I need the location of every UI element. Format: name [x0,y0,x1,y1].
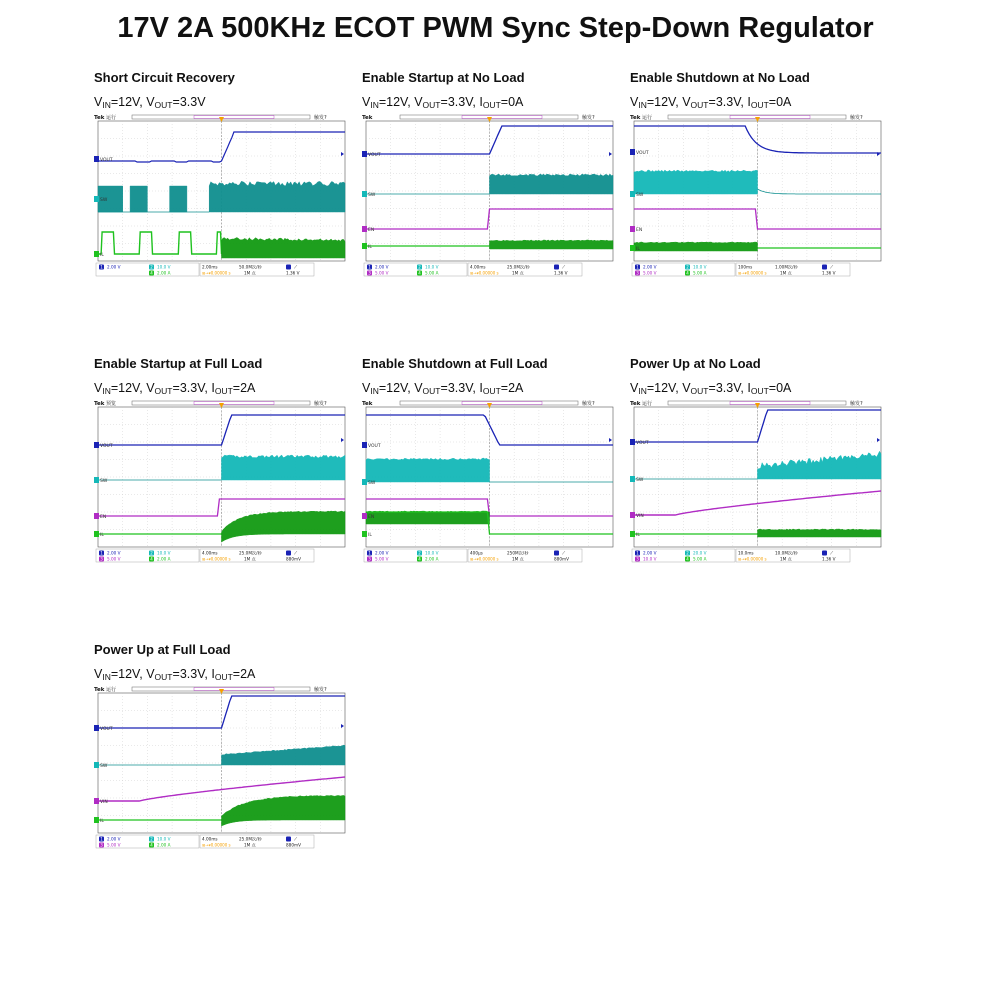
readout-ch4-scale: 5.00 A [693,556,707,562]
readout-trig-chip [286,551,291,556]
acquisition-state: 运行 [642,115,653,121]
ch3-label: EN [636,228,643,233]
readout-ch3-scale: 5.00 V [107,556,121,562]
readout-trigger-level: 1.36 V [822,556,836,562]
readout-ch3-num: 3 [636,556,639,562]
readout-ch4-num: 4 [686,556,689,562]
readout-trigger-level: 880mV [554,556,569,562]
ch3-marker [630,226,635,232]
panel-power-up-full-load [94,642,356,872]
readout-ch2-scale: 10.0 V [693,264,707,270]
acquisition-state: 运行 [642,401,653,407]
readout-ch4-scale: 5.00 A [425,270,439,276]
oscilloscope-capture [362,114,624,290]
readout-ch3-num: 3 [368,270,371,276]
readout-ch2-num: 2 [418,550,421,556]
readout-ch1-scale: 2.00 V [375,550,389,556]
readout-ch3-scale: 5.00 V [643,270,657,276]
acquisition-state: 运行 [106,687,117,693]
readout-ch4-num: 4 [150,270,153,276]
readout-position: ⊞→▾0.00000 s [202,270,231,276]
panel-title: Power Up at No Load [630,356,761,371]
readout-ch2-scale: 10.0 V [157,550,171,556]
readout-ch2-scale: 10.0 V [157,264,171,270]
scope-header [362,114,595,121]
readout-ch2-scale: 20.0 V [693,550,707,556]
trigger-state: 触发? [850,401,863,407]
readout-ch3-scale: 5.00 V [375,556,389,562]
ch1-label: VOUT [100,727,113,732]
trace-sw-burst [366,458,490,482]
readout-ch4-scale: 2.00 A [157,556,171,562]
readout-timebase: 4.00ms [470,264,486,270]
trigger-state: 触发? [850,115,863,121]
ch1-marker [362,151,367,157]
trace-sw-burst [170,186,187,212]
readout-ch4-num: 4 [418,556,421,562]
readout-ch2-num: 2 [686,264,689,270]
scope-screen [630,400,884,576]
readout-trigger-level: 880mV [286,842,301,848]
trace-sw-burst [634,170,758,194]
scope-readout [632,263,850,277]
ch4-marker [94,251,99,257]
trace-il-band [366,511,490,524]
readout-timebase: 4.00ms [202,836,218,842]
scope-header [362,400,595,407]
tek-logo: Tek [94,687,105,693]
ch1-marker [630,439,635,445]
readout-trigger-level: 1.36 V [822,270,836,276]
panel-conditions: $V_{IN}=12V$, $V_{OUT}=3.3V$ [94,95,206,110]
readout-trigger-level: 1.36 V [554,270,568,276]
trace-il-band [758,529,882,537]
readout-ch4-scale: 2.00 A [157,270,171,276]
trigger-state: 触发? [314,687,327,693]
readout-sample-rate: 10.0M次/秒 [775,550,798,556]
readout-ch1-scale: 2.00 V [107,550,121,556]
readout-ch1-scale: 2.00 V [107,264,121,270]
scope-header [94,400,327,407]
scope-readout [632,549,850,563]
readout-ch3-num: 3 [100,842,103,848]
readout-sample-rate: 1.00M次/秒 [775,264,798,270]
readout-ch1-num: 1 [368,550,371,556]
trigger-state: 触发? [582,115,595,121]
ch3-marker [630,512,635,518]
readout-ch1-num: 1 [100,836,103,842]
readout-ch1-num: 1 [636,550,639,556]
readout-ch3-scale: 5.00 V [107,842,121,848]
ch3-marker [94,513,99,519]
readout-sample-rate: 25.0M次/秒 [507,264,530,270]
ch4-marker [630,245,635,251]
ch3-label: EN [368,515,375,520]
readout-ch4-num: 4 [150,556,153,562]
trigger-slope-icon: ⟋ [830,551,834,557]
readout-ch3-scale: 5.00 V [375,270,389,276]
readout-ch2-scale: 10.0 V [157,836,171,842]
page-title: 17V 2A 500KHz ECOT PWM Sync Step-Down Regulator [117,12,874,44]
panel-enable-startup-no-load [362,70,624,300]
ch4-label: IL [100,533,104,538]
ch4-label: IL [636,533,640,538]
ch1-marker [94,156,99,162]
readout-ch4-scale: 5.00 A [693,270,707,276]
readout-record-length: 1M 点 [244,270,256,276]
ch2-label: SW [100,198,108,203]
readout-position: ⊞→▾0.00000 s [470,270,499,276]
readout-ch1-num: 1 [368,264,371,270]
ch3-label: EN [100,515,107,520]
scope-screen [94,114,348,290]
readout-sample-rate: 250M次/秒 [507,550,529,556]
ch2-marker [630,191,635,197]
readout-ch1-num: 1 [100,550,103,556]
panel-conditions: $V_{IN}=12V$, $V_{OUT}=3.3V$, $I_{OUT}=0A$ [362,95,524,110]
panel-conditions: $V_{IN}=12V$, $V_{OUT}=3.3V$, $I_{OUT}=0A$ [630,381,792,396]
trigger-state: 触发? [314,401,327,407]
scope-screen [362,114,616,290]
readout-trig-chip [822,551,827,556]
ch2-label: SW [100,764,108,769]
ch2-marker [362,191,367,197]
ch3-marker [362,513,367,519]
scope-readout [364,549,582,563]
ch3-marker [94,798,99,804]
scope-header [630,400,863,407]
readout-ch4-scale: 2.00 A [425,556,439,562]
panel-enable-startup-full-load [94,356,356,586]
panel-power-up-no-load [630,356,892,586]
ch4-marker [362,531,367,537]
trace-il-band [634,242,758,251]
readout-ch1-num: 1 [100,264,103,270]
readout-ch2-num: 2 [418,264,421,270]
readout-ch3-num: 3 [636,270,639,276]
trigger-state: 触发? [314,115,327,121]
readout-trig-chip [822,265,827,270]
readout-ch2-num: 2 [686,550,689,556]
tek-logo: Tek [362,115,373,121]
panel-conditions: $V_{IN}=12V$, $V_{OUT}=3.3V$, $I_{OUT}=2A$ [94,381,256,396]
readout-trig-chip [554,265,559,270]
readout-timebase: 4.00ms [202,550,218,556]
ch4-marker [94,531,99,537]
ch1-label: VOUT [636,441,649,446]
readout-sample-rate: 50.0M次/秒 [239,264,262,270]
trigger-slope-icon: ⟋ [294,265,298,271]
readout-trigger-level: 1.36 V [286,270,300,276]
panel-enable-shutdown-full-load [362,356,624,586]
readout-ch1-scale: 2.00 V [375,264,389,270]
readout-ch4-num: 4 [418,270,421,276]
ch1-marker [94,442,99,448]
scope-readout [96,835,314,849]
oscilloscope-capture [630,400,892,576]
ch4-marker [94,817,99,823]
readout-position: ⊞→▾0.00000 s [202,842,231,848]
ch1-marker [630,149,635,155]
readout-record-length: 1M 点 [244,556,256,562]
tek-logo: Tek [94,401,105,407]
readout-ch2-scale: 10.0 V [425,550,439,556]
ch2-marker [362,479,367,485]
ch2-marker [630,476,635,482]
trace-sw-burst [130,186,147,212]
readout-position: ⊞→▾0.00000 s [202,556,231,562]
tek-logo: Tek [362,401,373,407]
trace-sw-burst [490,174,614,194]
readout-ch3-scale: 10.0 V [643,556,657,562]
ch1-marker [94,725,99,731]
ch2-label: SW [636,193,644,198]
ch2-marker [94,196,99,202]
oscilloscope-capture [362,400,624,576]
scope-readout [96,549,314,563]
tek-logo: Tek [630,115,641,121]
readout-ch1-scale: 2.00 V [643,264,657,270]
readout-trig-chip [286,837,291,842]
scope-screen [362,400,616,576]
readout-ch3-num: 3 [100,556,103,562]
ch2-marker [94,762,99,768]
trigger-slope-icon: ⟋ [562,551,566,557]
ch2-label: SW [368,481,376,486]
ch4-label: IL [368,533,372,538]
ch2-marker [94,477,99,483]
ch3-label: VIN [636,514,644,519]
readout-ch2-num: 2 [150,264,153,270]
scope-screen [94,686,348,862]
readout-ch2-scale: 10.0 V [425,264,439,270]
oscilloscope-capture [94,686,356,862]
panel-title: Enable Startup at No Load [362,70,525,85]
trigger-slope-icon: ⟋ [562,265,566,271]
scope-screen [94,400,348,576]
trigger-state: 触发? [582,401,595,407]
panel-title: Enable Startup at Full Load [94,356,263,371]
ch1-label: VOUT [368,153,381,158]
ch3-label: EN [368,228,375,233]
ch4-label: IL [100,253,104,258]
scope-header [94,686,327,693]
readout-timebase: 10.0ms [738,550,754,556]
readout-trig-chip [554,551,559,556]
trigger-slope-icon: ⟋ [294,837,298,843]
readout-ch1-scale: 2.00 V [107,836,121,842]
oscilloscope-capture [94,114,356,290]
panel-title: Enable Shutdown at Full Load [362,356,548,371]
readout-ch1-num: 1 [636,264,639,270]
trace-il-band [222,238,346,259]
panel-short-circuit-recovery [94,70,356,300]
scope-header [94,114,327,121]
panel-conditions: $V_{IN}=12V$, $V_{OUT}=3.3V$, $I_{OUT}=2A$ [362,381,524,396]
ch2-label: SW [636,478,644,483]
trigger-slope-icon: ⟋ [830,265,834,271]
ch3-label: VIN [100,800,108,805]
acquisition-state: 运行 [106,115,117,121]
readout-ch1-scale: 2.00 V [643,550,657,556]
ch2-label: SW [100,479,108,484]
readout-timebase: 400μs [470,550,483,556]
panel-enable-shutdown-no-load [630,70,892,300]
trace-il-band [490,240,614,249]
tek-logo: Tek [630,401,641,407]
readout-timebase: 100ms [738,264,753,270]
scope-header [630,114,863,121]
panel-conditions: $V_{IN}=12V$, $V_{OUT}=3.3V$, $I_{OUT}=2A$ [94,667,256,682]
ch3-marker [362,226,367,232]
readout-ch4-num: 4 [686,270,689,276]
trace-sw-burst [209,181,345,212]
ch4-marker [630,531,635,537]
trigger-slope-icon: ⟋ [294,551,298,557]
ch1-label: VOUT [100,444,113,449]
readout-trigger-level: 880mV [286,556,301,562]
readout-timebase: 2.00ms [202,264,218,270]
readout-sample-rate: 25.0M次/秒 [239,836,262,842]
readout-record-length: 1M 点 [512,270,524,276]
readout-record-length: 1M 点 [780,556,792,562]
readout-position: ⊞→▾0.00000 s [738,270,767,276]
readout-ch2-num: 2 [150,550,153,556]
readout-ch3-num: 3 [368,556,371,562]
readout-sample-rate: 25.0M次/秒 [239,550,262,556]
readout-record-length: 1M 点 [780,270,792,276]
scope-readout [364,263,582,277]
ch4-label: IL [100,819,104,824]
tek-logo: Tek [94,115,105,121]
ch1-marker [362,442,367,448]
ch1-label: VOUT [368,444,381,449]
oscilloscope-capture [94,400,356,576]
scope-screen [630,114,884,290]
ch4-label: IL [368,245,372,250]
acquisition-state: 预览 [106,401,117,407]
readout-ch2-num: 2 [150,836,153,842]
trace-sw-burst [222,455,346,480]
panel-title: Short Circuit Recovery [94,70,235,85]
readout-position: ⊞→▾0.00000 s [470,556,499,562]
readout-record-length: 1M 点 [244,842,256,848]
readout-ch4-scale: 2.00 A [157,842,171,848]
readout-ch4-num: 4 [150,842,153,848]
ch1-label: VOUT [100,158,113,163]
readout-trig-chip [286,265,291,270]
panel-title: Power Up at Full Load [94,642,231,657]
ch4-marker [362,243,367,249]
readout-position: ⊞→▾0.00000 s [738,556,767,562]
ch4-label: IL [636,247,640,252]
ch1-label: VOUT [636,151,649,156]
panel-conditions: $V_{IN}=12V$, $V_{OUT}=3.3V$, $I_{OUT}=0A$ [630,95,792,110]
panel-title: Enable Shutdown at No Load [630,70,810,85]
oscilloscope-capture [630,114,892,290]
scope-readout [96,263,314,277]
ch2-label: SW [368,193,376,198]
readout-record-length: 1M 点 [512,556,524,562]
